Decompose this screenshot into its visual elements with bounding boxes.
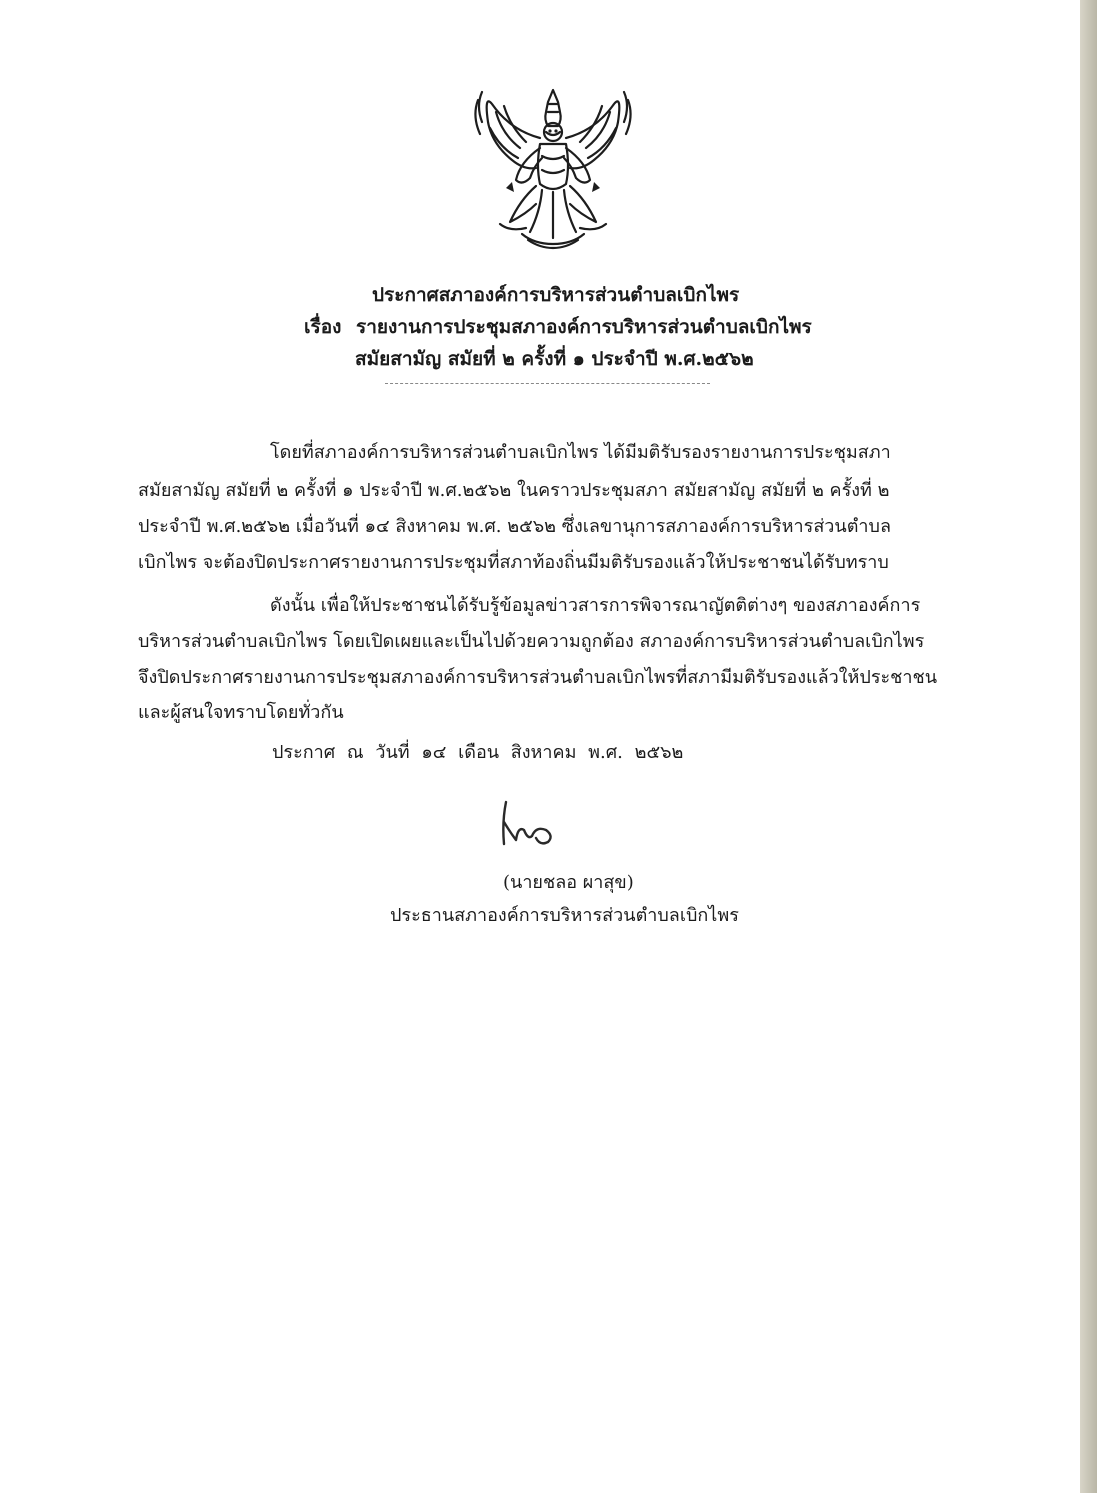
signature-icon xyxy=(492,792,572,854)
announcement-title: ประกาศสภาองค์การบริหารส่วนตำบลเบิกไพร xyxy=(372,284,740,306)
paragraph1-line2: สมัยสามัญ สมัยที่ ๒ ครั้งที่ ๑ ประจำปี พ.ศ.๒๕๖๒ ในคราวประชุมสภา สมัยสามัญ สมัยที่ ๒ ครั้งที่ ๒ xyxy=(138,480,890,501)
header-divider xyxy=(385,383,710,384)
garuda-emblem-icon xyxy=(470,82,636,250)
paragraph2-line1: ดังนั้น เพื่อให้ประชาชนได้รับรู้ข้อมูลข่าวสารการพิจารณาญัตติต่างๆ ของสภาองค์การ xyxy=(270,595,921,616)
paragraph2-line4: และผู้สนใจทราบโดยทั่วกัน xyxy=(138,702,344,723)
subject-label: เรื่อง xyxy=(304,316,342,338)
paragraph1-line1: โดยที่สภาองค์การบริหารส่วนตำบลเบิกไพร ได้มีมติรับรองรายงานการประชุมสภา xyxy=(270,442,891,463)
paragraph1-line4: เบิกไพร จะต้องปิดประกาศรายงานการประชุมที่สภาท้องถิ่นมีมติรับรองแล้วให้ประชาชนได้รับทราบ xyxy=(138,552,889,573)
paragraph2-line3: จึงปิดประกาศรายงานการประชุมสภาองค์การบริหารส่วนตำบลเบิกไพรที่สภามีมติรับรองแล้วให้ประชาชน xyxy=(138,667,938,688)
session-line: สมัยสามัญ สมัยที่ ๒ ครั้งที่ ๑ ประจำปี พ.ศ.๒๕๖๒ xyxy=(355,348,754,370)
paragraph1-line3: ประจำปี พ.ศ.๒๕๖๒ เมื่อวันที่ ๑๔ สิงหาคม พ.ศ. ๒๕๖๒ ซึ่งเลขานุการสภาองค์การบริหารส่วนตำบล xyxy=(138,516,891,537)
announcement-date: ประกาศ ณ วันที่ ๑๔ เดือน สิงหาคม พ.ศ. ๒๕๖๒ xyxy=(272,742,684,763)
paragraph2-line2: บริหารส่วนตำบลเบิกไพร โดยเปิดเผยและเป็นไปด้วยความถูกต้อง สภาองค์การบริหารส่วนตำบลเบิกไพร xyxy=(138,631,925,652)
signer-name: (นายชลอ ผาสุข) xyxy=(503,872,634,893)
subject-text: รายงานการประชุมสภาองค์การบริหารส่วนตำบลเบิกไพร xyxy=(356,316,812,338)
signer-position: ประธานสภาองค์การบริหารส่วนตำบลเบิกไพร xyxy=(390,905,739,926)
desk-edge xyxy=(1080,0,1097,1493)
